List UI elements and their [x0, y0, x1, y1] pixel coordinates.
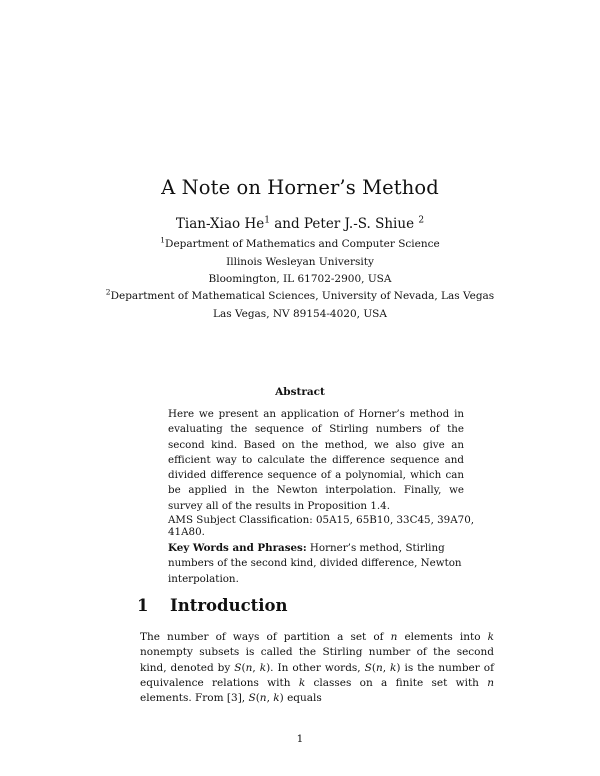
math-var: S: [234, 661, 242, 674]
intro-text: is the number of equivalence relations with: [140, 661, 494, 689]
affiliation-line: [0, 256, 600, 268]
paper-title: A Note on Horner’s Method: [161, 176, 439, 199]
author-2: Peter J.-S. Shiue: [303, 216, 419, 232]
math-var: k: [273, 692, 280, 705]
keywords-text: Horner’s method, Stirling numbers of the second kind, divided difference, Newton interpolation.: [168, 542, 462, 585]
keywords-label: Key Words and Phrases:: [168, 542, 307, 554]
author-1-mark: 1: [264, 215, 270, 226]
math-punct: (: [255, 692, 260, 705]
math-punct: (: [241, 661, 246, 674]
affiliation-line: [0, 273, 600, 285]
math-var: k: [487, 631, 494, 643]
affiliation-line: [0, 287, 600, 302]
intro-text: . In other words,: [270, 661, 365, 674]
intro-text: classes on a finite set with: [305, 676, 488, 689]
page-number: 1: [296, 733, 304, 745]
math-punct: ,: [252, 661, 260, 674]
intro-text: equals: [283, 692, 322, 705]
ams-classification: AMS Subject Classification: 05A15, 65B10, 33C45, 39A70, 41A80.: [168, 514, 475, 538]
affiliation-text: Las Vegas, NV 89154-4020, USA: [213, 308, 387, 320]
affiliation-mark: 2: [105, 287, 111, 297]
math-var: n: [375, 661, 383, 674]
math-var: k: [390, 661, 397, 674]
intro-text: nonempty subsets is called the Stirling number of the second kind, denoted by: [140, 646, 494, 674]
math-var: n: [259, 692, 267, 705]
abstract-body: Here we present an application of Horner’s method in evaluating the sequence of Stirling numbers of the second kind. Based on the method, we also give an efficient way to calculate the difference sequence and divided difference sequence of a polynomial, which can be applied in the Newton interpolation. Finally, we survey all of the results in Proposition 1.4.: [168, 408, 464, 512]
author-connector: and: [269, 216, 304, 232]
math-punct: ,: [382, 661, 391, 674]
affiliation-line: [0, 235, 600, 250]
math-punct: ): [396, 661, 401, 674]
affiliation-text: Illinois Wesleyan University: [226, 256, 374, 268]
math-punct: ,: [266, 692, 274, 705]
math-var: n: [390, 631, 398, 643]
section-number: 1: [137, 596, 149, 615]
author-1: Tian-Xiao He: [175, 216, 265, 232]
affiliation-mark: 1: [160, 235, 166, 245]
math-var: S: [248, 692, 256, 705]
affiliation-text: Department of Mathematical Sciences, University of Nevada, Las Vegas: [110, 290, 495, 302]
math-var: S: [364, 661, 372, 674]
intro-paragraph: [140, 630, 494, 706]
math-var: n: [487, 676, 494, 689]
math-var: k: [298, 676, 306, 689]
affiliation-line: [0, 308, 600, 320]
keywords: [168, 541, 468, 587]
intro-text: The number of ways of partition a set of: [140, 631, 391, 643]
intro-text: elements. From [3],: [140, 692, 249, 705]
affiliation-text: Bloomington, IL 61702-2900, USA: [208, 273, 392, 285]
math-punct: ): [266, 661, 271, 674]
author-line: [0, 216, 600, 232]
abstract-heading: Abstract: [275, 386, 325, 398]
section-heading: [137, 596, 288, 615]
intro-text: elements into: [397, 631, 488, 643]
author-2-mark: 2: [418, 215, 425, 226]
section-title: Introduction: [170, 596, 288, 615]
math-punct: (: [371, 661, 376, 674]
math-punct: ): [279, 692, 284, 705]
math-var: k: [259, 661, 267, 674]
affiliation-text: Department of Mathematics and Computer Science: [165, 238, 440, 250]
math-var: n: [245, 661, 253, 674]
